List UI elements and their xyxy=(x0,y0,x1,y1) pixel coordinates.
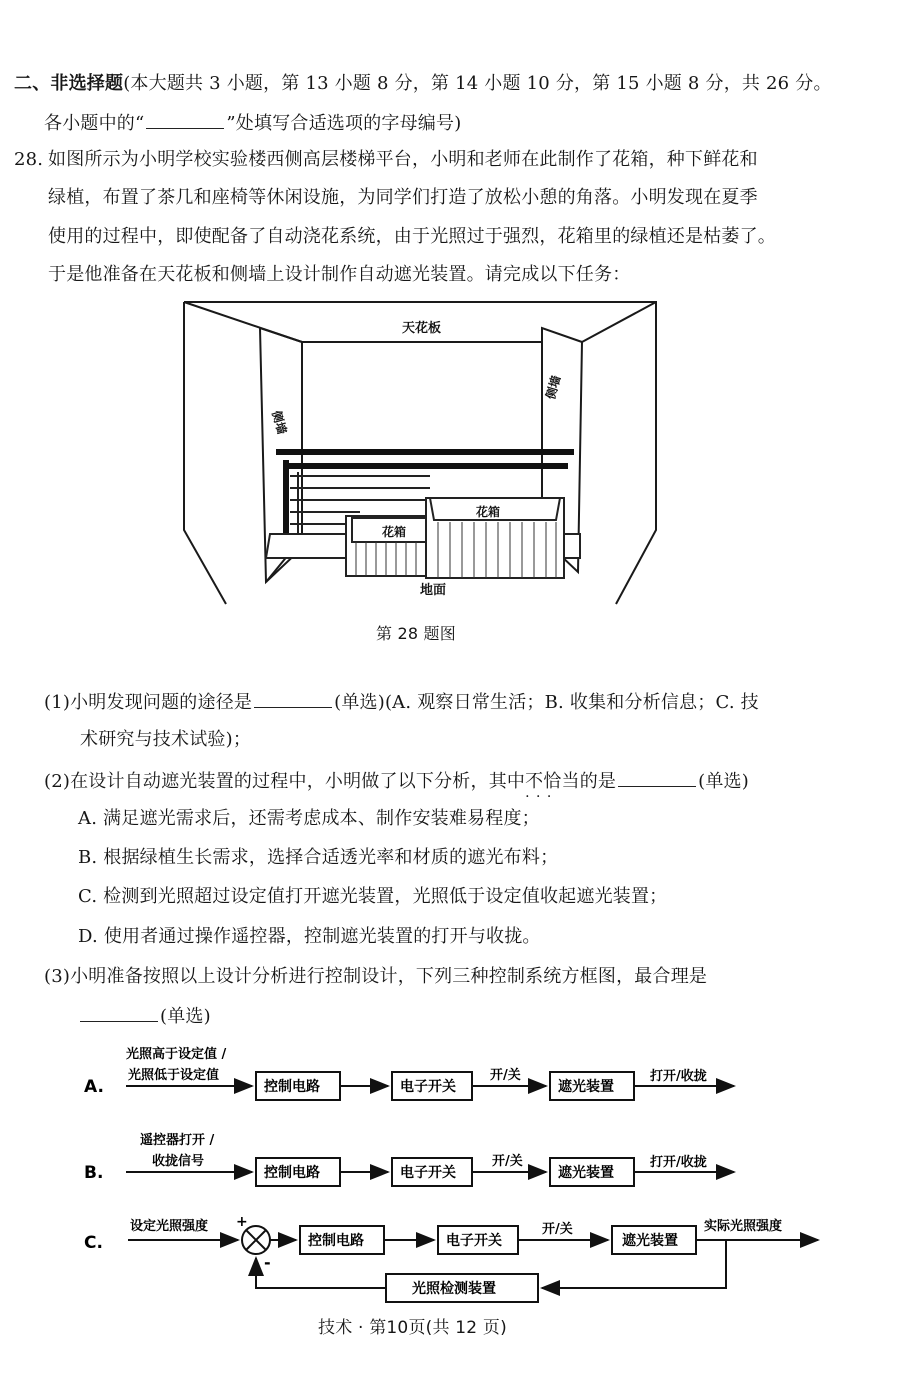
diagram-c-signal: 开/关 xyxy=(542,1222,573,1237)
diagram-c-switch-label: 电子开关 xyxy=(446,1233,502,1249)
diagram-b-input1: 遥控器打开 / xyxy=(140,1133,215,1148)
stem-line-3: 使用的过程中，即使配备了自动浇花系统，由于光照过于强烈，花箱里的绿植还是枯萎了。 xyxy=(48,226,776,247)
diagram-a-switch-label: 电子开关 xyxy=(400,1079,456,1095)
sub1-suffix: (单选)(A. 观察日常生活；B. 收集和分析信息；C. 技 xyxy=(334,692,759,713)
sub2-answer-blank xyxy=(618,768,696,787)
question-number: 28. xyxy=(14,149,44,170)
sub2-suffix: (单选) xyxy=(698,771,749,792)
stem-line-2: 绿植，布置了茶几和座椅等休闲设施，为同学们打造了放松小憩的角落。小明发现在夏季 xyxy=(48,187,758,208)
diagram-a-input1: 光照高于设定值 / xyxy=(126,1047,227,1062)
diagram-b-letter: B. xyxy=(84,1163,104,1183)
sub2-emphasis: 不恰当 · · · xyxy=(525,771,580,792)
diagram-c-input: 设定光照强度 xyxy=(130,1219,209,1234)
sub1-prefix: (1)小明发现问题的途径是 xyxy=(44,692,253,713)
section-heading-line xyxy=(14,72,832,96)
diagram-c-letter: C. xyxy=(84,1233,103,1253)
instruction-suffix: ”处填写合适选项的字母编号) xyxy=(226,113,462,134)
diagram-b-shade-label: 遮光装置 xyxy=(558,1165,614,1181)
section-description: (本大题共 3 小题，第 13 小题 8 分，第 14 小题 10 分，第 15 小题 8 分，共 26 分。 xyxy=(123,73,832,94)
section-heading: 二、非选择题 xyxy=(14,73,124,94)
page-footer: 技术 · 第10页(共 12 页) xyxy=(318,1318,507,1338)
right-wall-label: 侧墙 xyxy=(543,373,564,401)
diagram-a-shade-label: 遮光装置 xyxy=(558,1079,614,1095)
diagram-a-letter: A. xyxy=(84,1077,104,1097)
control-block-diagrams xyxy=(0,1030,900,1320)
instruction-prefix: 各小题中的“ xyxy=(44,113,145,134)
figure-caption: 第 28 题图 xyxy=(376,624,456,643)
stair-platform-figure xyxy=(170,292,670,612)
sub1-answer-blank xyxy=(254,689,332,708)
diagram-b-switch-label: 电子开关 xyxy=(400,1165,456,1181)
diagram-c-plus: + xyxy=(236,1214,248,1230)
answer-blank-example xyxy=(146,110,224,129)
diagram-c-minus: - xyxy=(264,1253,271,1272)
diagram-b-control-label: 控制电路 xyxy=(264,1165,320,1181)
sub2-option-a: A. 满足遮光需求后，还需考虑成本、制作安装难易程度； xyxy=(78,808,540,829)
section-description-line2 xyxy=(44,110,461,136)
planter-small-label: 花箱 xyxy=(382,525,407,539)
planter-large-label: 花箱 xyxy=(476,505,501,519)
diagram-a-signal: 开/关 xyxy=(490,1068,521,1083)
diagram-b-input2: 收拢信号 xyxy=(152,1154,205,1169)
diagram-a-input2: 光照低于设定值 xyxy=(128,1068,220,1083)
sub3-suffix: (单选) xyxy=(160,1006,211,1027)
sub2-line1 xyxy=(44,768,749,794)
diagram-a-control-label: 控制电路 xyxy=(264,1079,320,1095)
diagram-c-control-label: 控制电路 xyxy=(308,1233,364,1249)
sub3-line1: (3)小明准备按照以上设计分析进行控制设计，下列三种控制系统方框图，最合理是 xyxy=(44,966,708,987)
ceiling-label: 天花板 xyxy=(402,321,442,336)
diagram-b-output: 打开/收拢 xyxy=(650,1155,707,1170)
left-wall-label: 侧墙 xyxy=(269,408,290,436)
diagram-c-output: 实际光照强度 xyxy=(704,1219,783,1234)
sub1-line2: 术研究与技术试验)； xyxy=(80,729,252,750)
diagram-b-signal: 开/关 xyxy=(492,1154,523,1169)
sub2-prefix: (2)在设计自动遮光装置的过程中，小明做了以下分析，其中 xyxy=(44,771,526,792)
stem-line-4: 于是他准备在天花板和侧墙上设计制作自动遮光装置。请完成以下任务： xyxy=(48,264,631,285)
sub2-option-b: B. 根据绿植生长需求，选择合适透光率和材质的遮光布料； xyxy=(78,847,559,868)
diagram-c-shade-label: 遮光装置 xyxy=(622,1233,678,1249)
sub1-line1 xyxy=(44,689,759,715)
sub2-mid: 的是 xyxy=(579,771,617,792)
floor-label: 地面 xyxy=(420,583,447,598)
diagram-c-sensor-label: 光照检测装置 xyxy=(412,1281,496,1297)
sub3-answer-blank xyxy=(80,1003,158,1022)
sub2-option-c: C. 检测到光照超过设定值打开遮光装置，光照低于设定值收起遮光装置； xyxy=(78,886,668,907)
diagram-a-output: 打开/收拢 xyxy=(650,1069,707,1084)
sub3-line2 xyxy=(78,1003,211,1029)
stem-line-1: 如图所示为小明学校实验楼西侧高层楼梯平台，小明和老师在此制作了花箱，种下鲜花和 xyxy=(48,149,758,170)
sub2-option-d: D. 使用者通过操作遥控器，控制遮光装置的打开与收拢。 xyxy=(78,926,541,947)
